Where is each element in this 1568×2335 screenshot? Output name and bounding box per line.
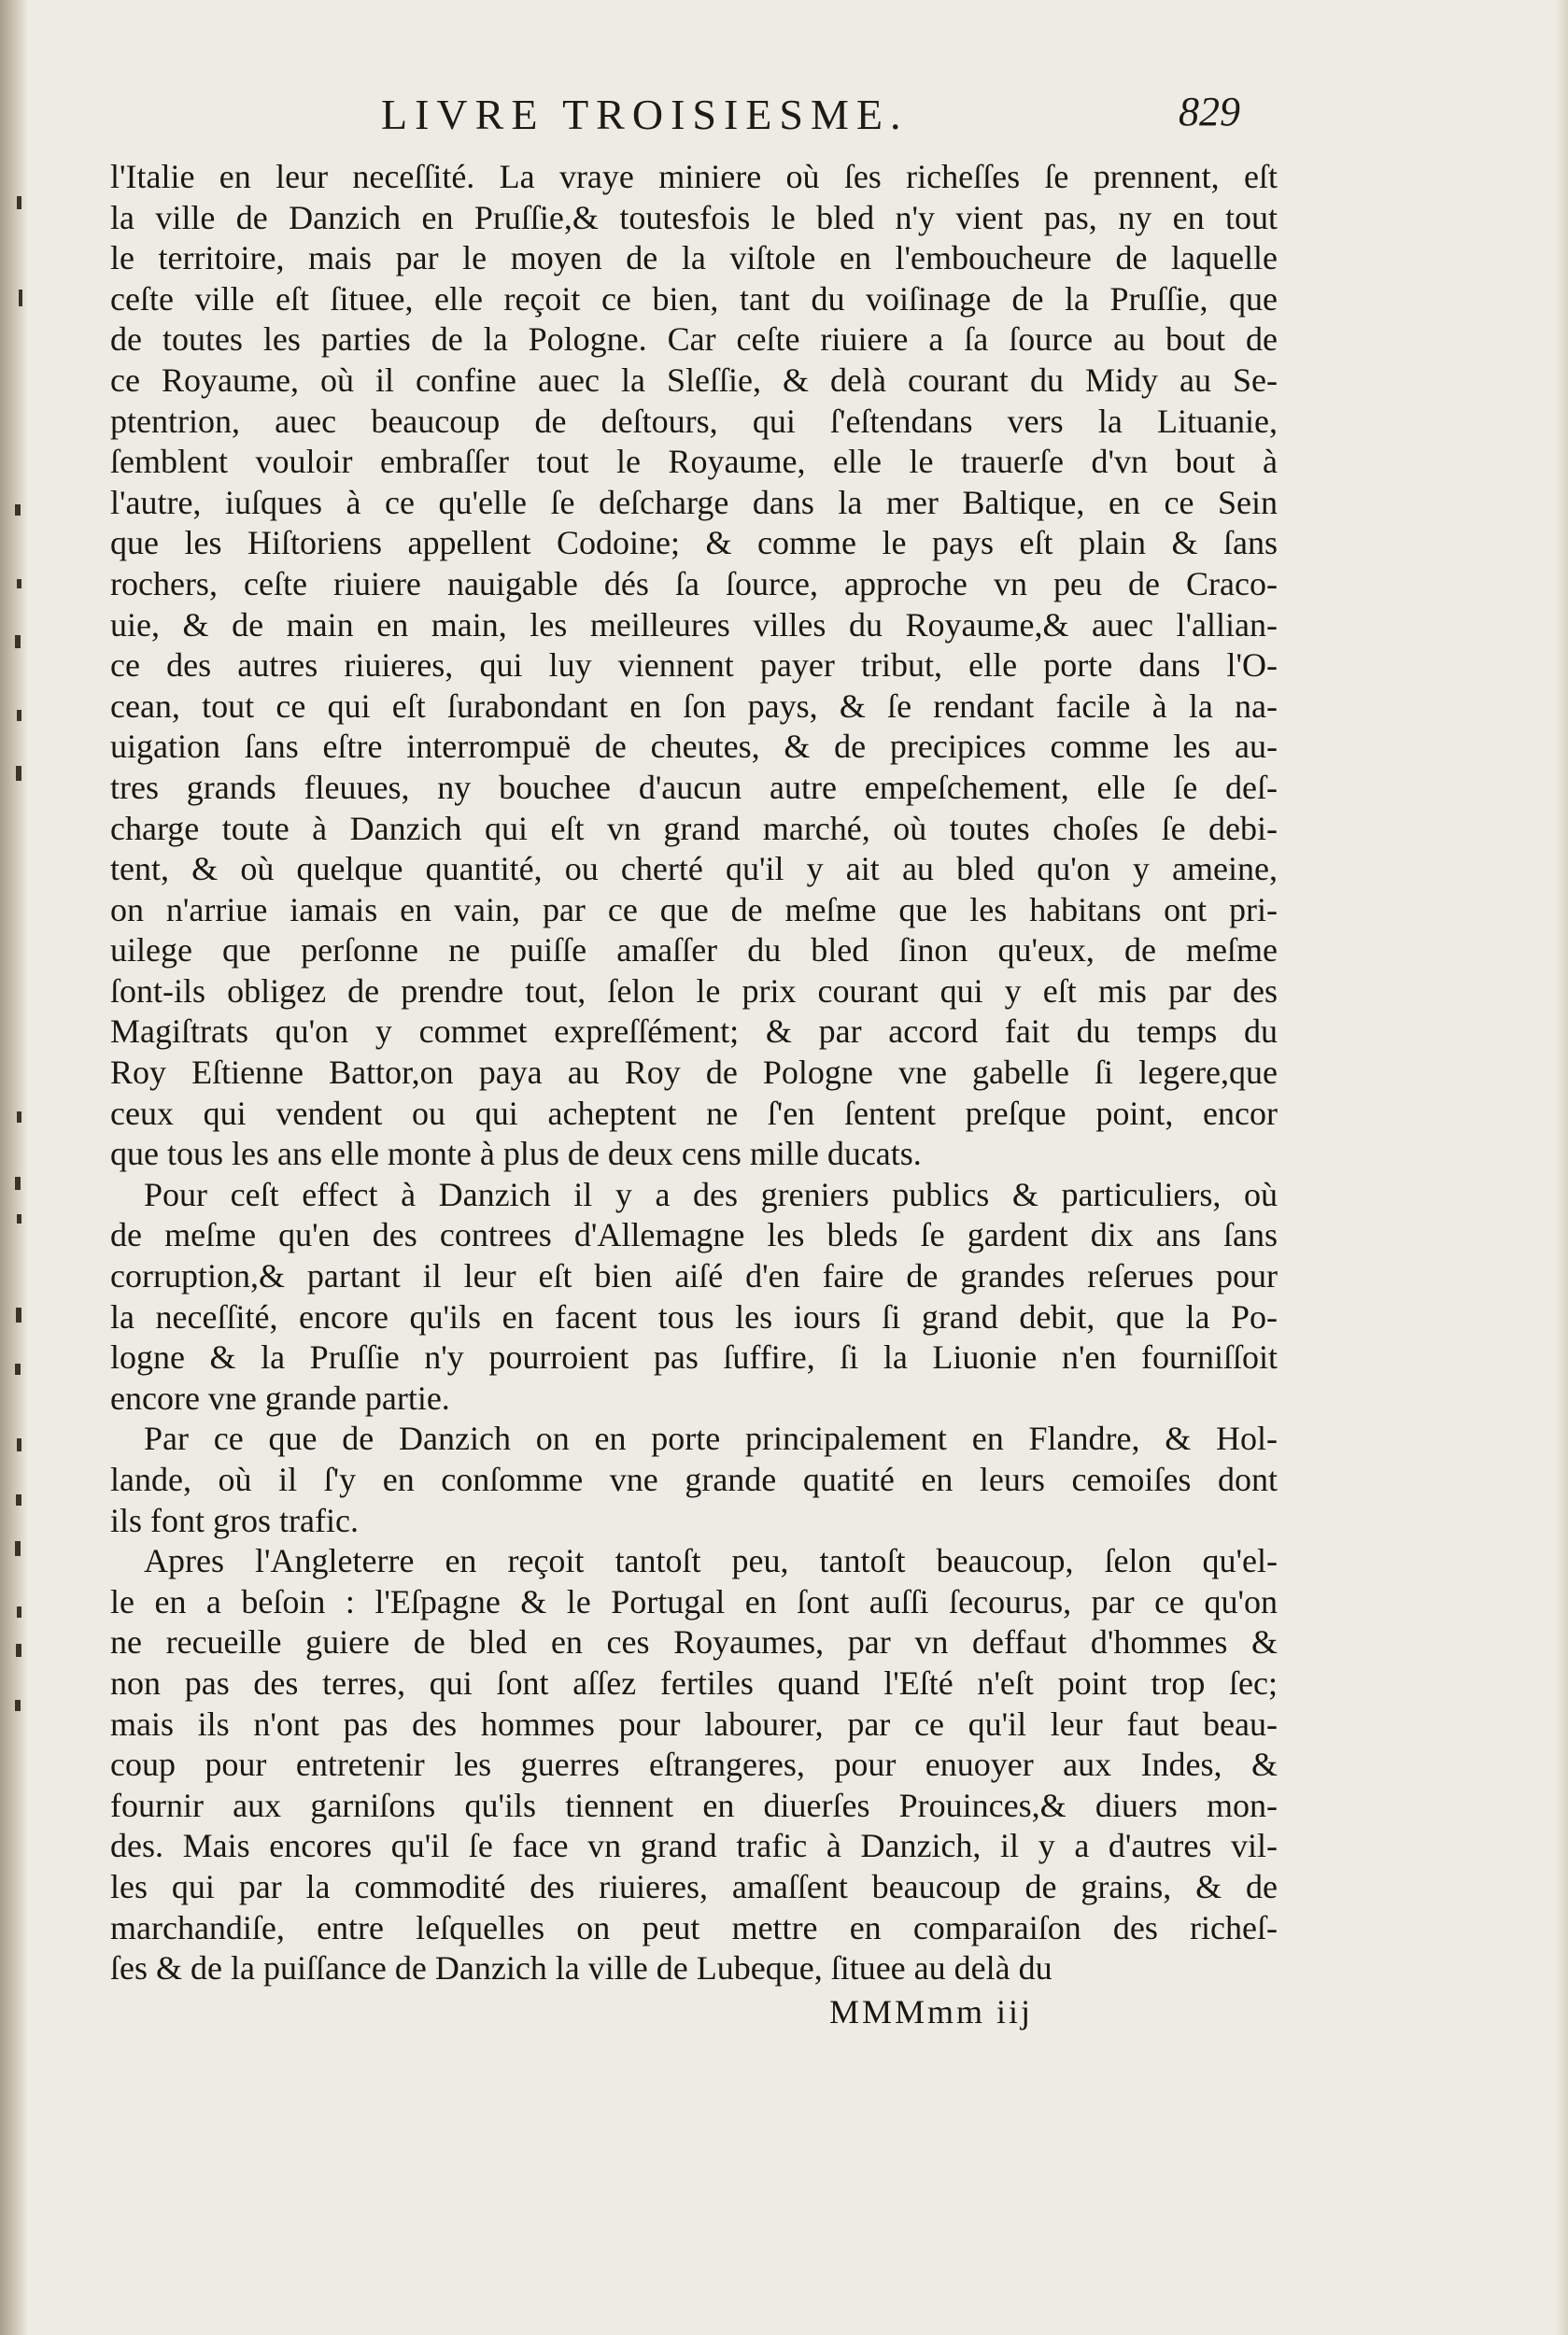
text-line: ſes & de la puiſſance de Danzich la ville de Lubeque, ſituee au delà du — [110, 1949, 1052, 1988]
paragraph — [110, 157, 1278, 1175]
text-line: fournir aux garniſons qu'ils tiennent en diuerſes Prouinces,& diuers mon- — [110, 1786, 1278, 1824]
text-line: encore vne grande partie. — [110, 1379, 450, 1417]
text-line: logne & la Pruſſie n'y pourroient pas ſuffire, ſi la Liuonie n'en fourniſſoit — [110, 1338, 1278, 1377]
text-line: tent, & où quelque quantité, ou cherté qu'il y ait au bled qu'on y ameine, — [110, 850, 1278, 888]
text-line: cean, tout ce qui eſt ſurabondant en ſon pays, & ſe rendant facile à la na- — [110, 686, 1278, 725]
text-line: uie, & de main en main, les meilleures villes du Royaume,& auec l'allian- — [110, 605, 1278, 644]
text-line: mais ils n'ont pas des hommes pour labourer, par ce qu'il leur faut beau- — [110, 1705, 1278, 1743]
text-line: le en a beſoin : l'Eſpagne & le Portugal en ſont auſſi ſecourus, par ce qu'on — [110, 1582, 1278, 1620]
text-line: marchandiſe, entre leſquelles on peut mettre en comparaiſon des richeſ- — [110, 1908, 1278, 1946]
text-line: l'autre, iuſques à ce qu'elle ſe deſcharge dans la mer Baltique, en ce Sein — [110, 483, 1278, 521]
body-text — [110, 157, 1278, 1989]
text-line: corruption,& partant il leur eſt bien aiſé d'en faire de grandes reſerues pour — [110, 1257, 1278, 1295]
running-head — [110, 84, 1278, 149]
signature-mark: MMMmm iij — [829, 1992, 1034, 2031]
text-line: des. Mais encores qu'il ſe face vn grand trafic à Danzich, il y a d'autres vil- — [110, 1827, 1278, 1865]
text-line: ſemblent vouloir embraſſer tout le Royaume, elle le trauerſe d'vn bout à — [110, 443, 1278, 481]
text-line: Par ce que de Danzich on en porte principalement en Flandre, & Hol- — [144, 1420, 1278, 1458]
text-line: Roy Eſtienne Battor,on paya au Roy de Pologne vne gabelle ſi legere,que — [110, 1054, 1278, 1092]
text-line: on n'arriue iamais en vain, par ce que de meſme que les habitans ont pri- — [110, 890, 1278, 928]
text-line: lande, où il ſ'y en conſomme vne grande quatité en leurs cemoiſes dont — [110, 1461, 1278, 1498]
text-line: de toutes les parties de la Pologne. Car ceſte riuiere a ſa ſource au bout de — [110, 320, 1278, 359]
paragraph — [110, 1541, 1278, 1989]
text-line: uilege que perſonne ne puiſſe amaſſer du bled ſinon qu'eux, de meſme — [110, 931, 1278, 969]
text-line: uigation ſans eſtre interrompuë de cheutes, & de precipices comme les au- — [110, 728, 1278, 766]
text-line: Pour ceſt effect à Danzich il y a des greniers publics & particuliers, où — [144, 1175, 1278, 1213]
text-line: ils font gros trafic. — [110, 1501, 359, 1539]
text-line: charge toute à Danzich qui eſt vn grand marché, où toutes choſes ſe debi- — [110, 809, 1278, 847]
text-line: ceſte ville eſt ſituee, elle reçoit ce bien, tant du voiſinage de la Pruſſie, que — [110, 279, 1278, 318]
text-line: ſont-ils obligez de prendre tout, ſelon le prix courant qui y eſt mis par des — [110, 971, 1278, 1010]
text-line: coup pour entretenir les guerres eſtrangeres, pour enuoyer aux Indes, & — [110, 1746, 1278, 1784]
page-number: 829 — [1179, 89, 1240, 134]
text-line: la ville de Danzich en Pruſſie,& toutesfois le bled n'y vient pas, ny en tout — [110, 198, 1278, 236]
text-line: les qui par la commodité des riuieres, amaſſent beaucoup de grains, & de — [110, 1867, 1278, 1905]
text-line: tres grands fleuues, ny bouchee d'aucun autre empeſchement, elle ſe deſ- — [110, 768, 1278, 806]
paragraph — [110, 1419, 1278, 1541]
paragraph — [110, 1175, 1278, 1420]
binding-marks — [0, 0, 28, 2335]
text-line: ne recueille guiere de bled en ces Royaumes, par vn deffaut d'hommes & — [110, 1623, 1278, 1662]
text-line: la neceſſité, encore qu'ils en facent tous les iours ſi grand debit, que la Po- — [110, 1297, 1278, 1336]
text-line: que les Hiſtoriens appellent Codoine; & comme le pays eſt plain & ſans — [110, 524, 1278, 562]
running-head-title: LIVRE TROISIESME. — [381, 91, 909, 138]
text-line: Magiſtrats qu'on y commet expreſſément; & par accord fait du temps du — [110, 1012, 1278, 1051]
text-line: ptentrion, auec beaucoup de deſtours, qui ſ'eſtendans vers la Lituanie, — [110, 402, 1278, 440]
text-line: non pas des terres, qui ſont aſſez fertiles quand l'Eſté n'eſt point trop ſec; — [110, 1663, 1278, 1702]
text-line: l'Italie en leur neceſſité. La vraye miniere où ſes richeſſes ſe prennent, eſt — [110, 158, 1278, 195]
text-line: ceux qui vendent ou qui acheptent ne ſ'en ſentent preſque point, encor — [110, 1094, 1278, 1132]
book-page — [110, 84, 1278, 2032]
scan-right-edge — [1555, 0, 1568, 2335]
text-line: le territoire, mais par le moyen de la viſtole en l'emboucheure de laquelle — [110, 239, 1278, 277]
text-line: de meſme qu'en des contrees d'Allemagne les bleds ſe gardent dix ans ſans — [110, 1216, 1278, 1254]
text-line: Apres l'Angleterre en reçoit tantoſt peu, tantoſt beaucoup, ſelon qu'el- — [144, 1542, 1278, 1580]
text-line: ce Royaume, où il confine auec la Sleſſie, & delà courant du Midy au Se- — [110, 361, 1278, 399]
text-line: que tous les ans elle monte à plus de deux cens mille ducats. — [110, 1135, 922, 1173]
text-line: ce des autres riuieres, qui luy viennent payer tribut, elle porte dans l'O- — [110, 646, 1278, 685]
text-line: rochers, ceſte riuiere nauigable dés ſa ſource, approche vn peu de Craco- — [110, 564, 1278, 602]
